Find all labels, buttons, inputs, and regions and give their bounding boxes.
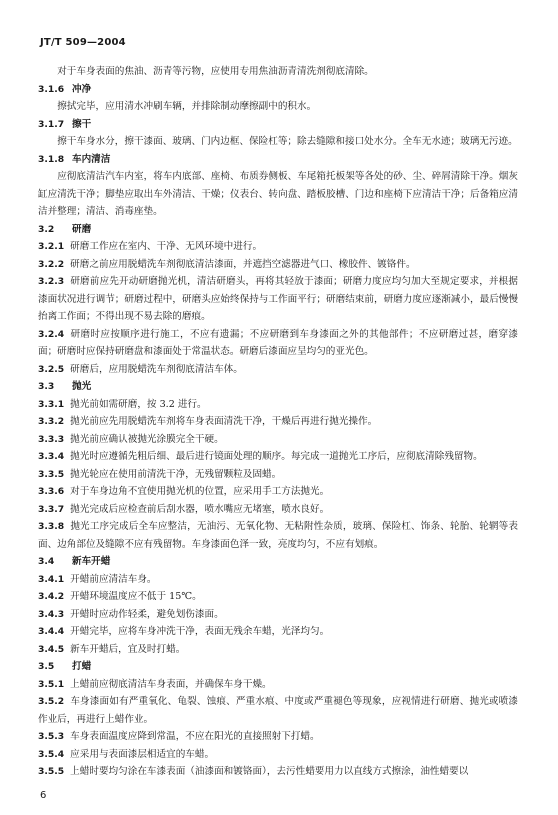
clause-item bbox=[38, 693, 518, 728]
clause-item bbox=[38, 641, 518, 659]
section-number: 3.1.8 bbox=[38, 153, 65, 165]
clause-item bbox=[38, 518, 518, 553]
clause-item bbox=[38, 466, 518, 484]
section-title: 擦干 bbox=[72, 118, 92, 130]
clause-item bbox=[38, 606, 518, 624]
clause-item bbox=[38, 501, 518, 519]
section-heading bbox=[38, 81, 518, 99]
clause-number: 3.4.2 bbox=[38, 591, 65, 602]
clause-number: 3.5.5 bbox=[38, 766, 65, 777]
intro-paragraph: 对于车身表面的焦油、沥青等污物，应使用专用焦油沥青清洗剂彻底清除。 bbox=[57, 66, 374, 77]
section-title: 研磨 bbox=[72, 223, 92, 235]
clause-number: 3.3.7 bbox=[38, 503, 65, 515]
clause-item bbox=[38, 396, 518, 414]
section-paragraph: 擦干车身水分，擦干漆面、玻璃、门内边框、保险杠等；除去缝隙和接口处水分。全车无水迹；玻璃无污迹。 bbox=[57, 136, 518, 147]
document-body bbox=[38, 63, 518, 781]
clause-text: 抛光前如需研磨，按 3.2 进行。 bbox=[70, 398, 207, 410]
clause-number: 3.3.1 bbox=[38, 398, 65, 410]
clause-text: 应采用与表面漆层相适宜的车蜡。 bbox=[70, 748, 215, 760]
clause-text: 研磨之前应用脱蜡洗车剂彻底清洁漆面，并遮挡空滤器进气口、橡胶件、镀铬件。 bbox=[70, 258, 416, 270]
standard-code: JT/T 509—2004 bbox=[40, 37, 126, 48]
clause-number: 3.4.4 bbox=[38, 626, 65, 637]
clause-number: 3.5.3 bbox=[38, 731, 65, 742]
section-title: 打蜡 bbox=[72, 661, 92, 672]
section-title: 新车开蜡 bbox=[72, 556, 111, 567]
clause-item bbox=[38, 746, 518, 764]
section-number: 3.3 bbox=[38, 381, 55, 392]
section-title: 车内清洁 bbox=[72, 153, 111, 165]
clause-text: 新车开蜡后，宜及时打蜡。 bbox=[70, 643, 186, 655]
clause-number: 3.2.1 bbox=[38, 241, 65, 252]
clause-number: 3.3.8 bbox=[38, 521, 65, 532]
clause-text: 研磨工作应在室内、干净、无风环境中进行。 bbox=[70, 241, 263, 252]
clause-item bbox=[38, 763, 518, 781]
clause-item bbox=[38, 623, 518, 641]
page-number: 6 bbox=[40, 790, 47, 801]
clause-number: 3.3.5 bbox=[38, 468, 65, 480]
clause-item bbox=[38, 361, 518, 379]
clause-text: 车身表面温度应降到常温，不应在阳光的直接照射下打蜡。 bbox=[70, 731, 320, 742]
clause-text: 开蜡完毕，应将车身冲洗干净，表面无残余车蜡，光泽均匀。 bbox=[70, 626, 330, 637]
clause-number: 3.5.1 bbox=[38, 678, 65, 690]
section-number: 3.4 bbox=[38, 556, 55, 567]
clause-number: 3.2.5 bbox=[38, 363, 65, 375]
clause-number: 3.5.2 bbox=[38, 696, 65, 707]
section-number: 3.1.7 bbox=[38, 118, 65, 130]
clause-number: 3.2.4 bbox=[38, 328, 65, 340]
clause-text: 抛光前应先用脱蜡洗车剂将车身表面清洗干净，干燥后再进行抛光操作。 bbox=[70, 416, 378, 427]
clause-text: 研磨时应按顺序进行施工，不应有遗漏；不应研磨到车身漆面之外的其他部件；不应研磨过甚，磨穿漆面；研磨时应保持研磨盘和漆面处于常温状态。研磨后漆面应呈均匀的亚光色。 bbox=[38, 328, 518, 357]
section-title: 冲净 bbox=[72, 83, 92, 95]
clause-text: 开蜡环境温度应不低于 15℃。 bbox=[70, 591, 202, 602]
section-heading bbox=[38, 553, 518, 571]
section-heading bbox=[38, 116, 518, 134]
clause-text: 抛光前应确认被抛光涂膜完全干硬。 bbox=[70, 433, 224, 445]
clause-number: 3.4.5 bbox=[38, 643, 65, 655]
clause-text: 上蜡前应彻底清洁车身表面，并确保车身干燥。 bbox=[70, 678, 272, 690]
clause-item bbox=[38, 256, 518, 274]
section-heading bbox=[38, 378, 518, 396]
clause-item bbox=[38, 588, 518, 606]
clause-text: 研磨后，应用脱蜡洗车剂彻底清洁车体。 bbox=[70, 363, 243, 375]
clause-text: 开蜡前应清洁车身。 bbox=[70, 573, 157, 585]
clause-text: 抛光时应遵循先粗后细、最后进行镜面处理的顺序。每完成一道抛光工序后，应彻底清除残留物。 bbox=[70, 451, 483, 462]
clause-item bbox=[38, 676, 518, 694]
clause-item bbox=[38, 431, 518, 449]
section-number: 3.1.6 bbox=[38, 83, 65, 95]
clause-item bbox=[38, 483, 518, 501]
clause-number: 3.5.4 bbox=[38, 748, 65, 760]
section-heading bbox=[38, 221, 518, 239]
clause-number: 3.2.2 bbox=[38, 258, 65, 270]
section-heading bbox=[38, 151, 518, 169]
clause-text: 研磨前应先开动研磨抛光机，清洁研磨头，再将其轻放于漆面；研磨力度应均匀加大至规定要求，并根据漆面状况进行调节；研磨过程中，研磨头应始终保持与工作面平行；研磨结束前，研磨力度应逐渐减小，最后慢慢抬离工作面；不得出现不易去除的磨痕。 bbox=[38, 276, 518, 322]
section-number: 3.2 bbox=[38, 223, 55, 235]
clause-number: 3.3.3 bbox=[38, 433, 65, 445]
clause-text: 抛光工序完成后全车应整洁，无油污、无氧化物、无粘附性杂质，玻璃、保险杠、饰条、轮胎、轮辋等表面、边角部位及缝隙不应有残留物。车身漆面色泽一致，亮度均匀，不应有划痕。 bbox=[38, 521, 518, 550]
clause-number: 3.4.3 bbox=[38, 608, 65, 620]
clause-number: 3.3.2 bbox=[38, 416, 65, 427]
clause-number: 3.3.6 bbox=[38, 486, 65, 497]
section-paragraph: 擦拭完毕，应用清水冲刷车辆，并排除制动摩擦副中的积水。 bbox=[57, 101, 317, 112]
clause-text: 抛光完成后应检查前后刮水器，喷水嘴应无堵塞，喷水良好。 bbox=[70, 503, 330, 515]
clause-text: 上蜡时要均匀涂在车漆表面（油漆面和镀铬面），去污性蜡要用力以直线方式擦涂，油性蜡要以 bbox=[70, 766, 469, 777]
clause-item bbox=[38, 571, 518, 589]
clause-item bbox=[38, 238, 518, 256]
clause-item bbox=[38, 448, 518, 466]
section-number: 3.5 bbox=[38, 661, 55, 672]
clause-text: 抛光轮应在使用前清洗干净，无残留颗粒及固蜡。 bbox=[70, 468, 282, 480]
clause-number: 3.2.3 bbox=[38, 276, 65, 287]
clause-text: 车身漆面如有严重氧化、龟裂、蚀痕、严重水痕、中度或严重褪色等现象，应视情进行研磨、抛光或喷漆作业后，再进行上蜡作业。 bbox=[38, 696, 518, 725]
section-paragraph: 应彻底清洁汽车内室，将车内底部、座椅、布质券侧板、车尾箱托板架等各处的砂、尘、碎屑清除干净。烟灰缸应清洗干净；脚垫应取出车外清洁、干燥；仪表台、转向盘、踏板胶槽、门边和座椅下应清洁干净；后备箱应清洁并整理；清洁、消毒座垫。 bbox=[38, 171, 518, 217]
clause-text: 开蜡时应动作轻柔，避免划伤漆面。 bbox=[70, 608, 224, 620]
clause-item bbox=[38, 326, 518, 361]
section-title: 抛光 bbox=[72, 381, 92, 392]
section-heading bbox=[38, 658, 518, 676]
clause-item bbox=[38, 413, 518, 431]
clause-number: 3.3.4 bbox=[38, 451, 65, 462]
clause-number: 3.4.1 bbox=[38, 573, 65, 585]
clause-text: 对于车身边角不宜使用抛光机的位置，应采用手工方法抛光。 bbox=[70, 486, 330, 497]
clause-item bbox=[38, 273, 518, 326]
clause-item bbox=[38, 728, 518, 746]
